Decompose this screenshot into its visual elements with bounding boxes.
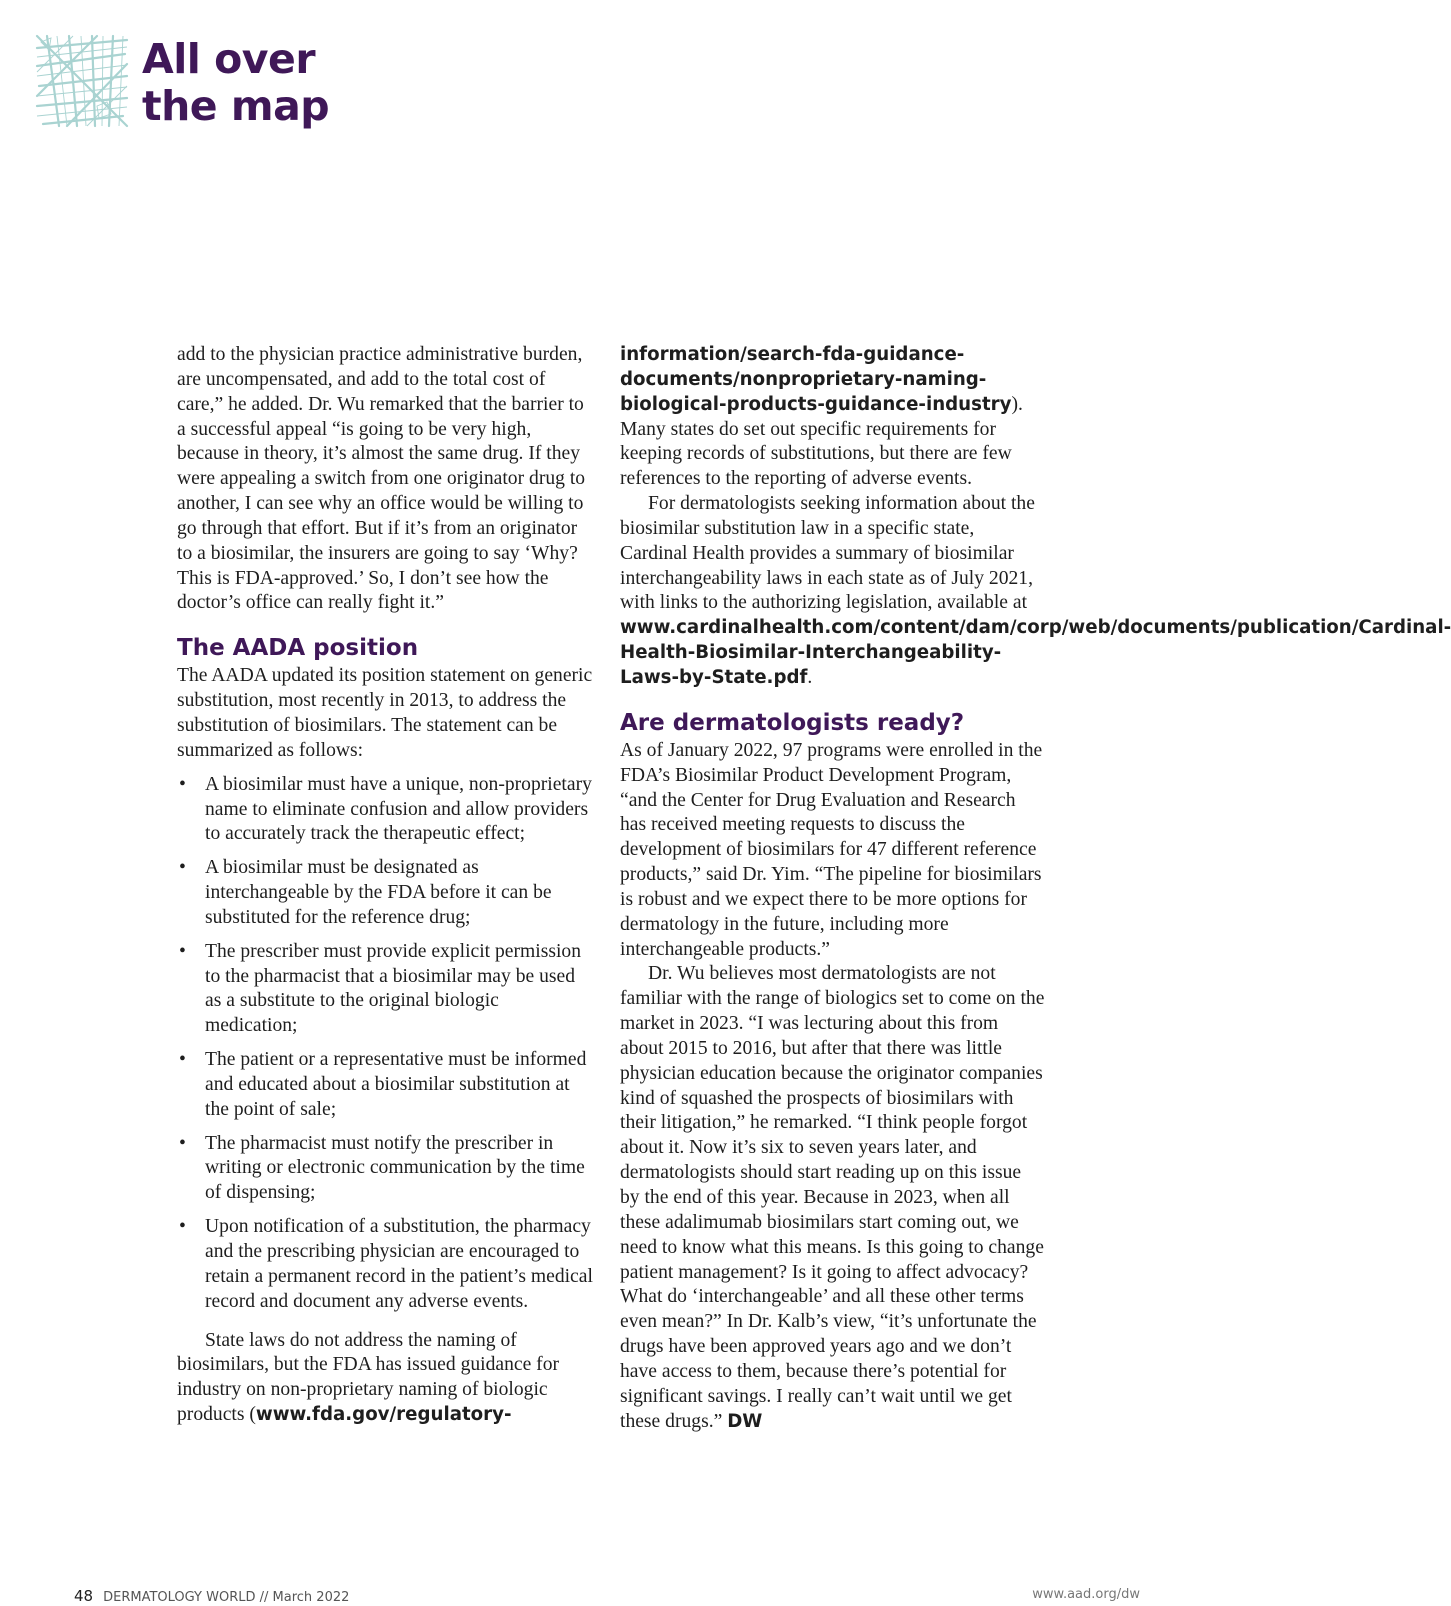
dr-wu-paragraph	[620, 962, 1045, 1434]
aada-intro-paragraph: The AADA updated its position statement on generic substitution, most recently in 2013, to address the substitution of biosimilars. The statement can be summarized as follows:	[177, 665, 593, 761]
footer-url[interactable]: www.aad.org/dw	[1032, 1587, 1140, 1602]
list-item	[177, 1048, 595, 1123]
state-laws-paragraph	[177, 1329, 595, 1428]
list-item-text: A biosimilar must be designated as interchangeable by the FDA before it can be substituted for the reference drug;	[205, 857, 552, 928]
dermatologists-ready-heading: Are dermatologists ready?	[620, 709, 965, 736]
list-item-text: The pharmacist must notify the prescriber in writing or electronic communication by the time of dispensing;	[205, 1132, 585, 1204]
bullet-marker: •	[179, 1049, 186, 1071]
bullet-marker: •	[179, 773, 186, 795]
list-item	[177, 773, 595, 848]
aada-bullet-list	[177, 773, 595, 1315]
publication-name: DERMATOLOGY WORLD // March 2022	[103, 1590, 350, 1605]
aada-position-heading: The AADA position	[177, 635, 419, 662]
cardinal-health-paragraph	[620, 492, 1451, 691]
footer-folio	[74, 1587, 349, 1605]
fda-guidance-link-start[interactable]: www.fda.gov/regulatory-	[255, 1404, 512, 1426]
section-title-line-2: the map	[142, 82, 330, 130]
list-item-text: The patient or a representative must be informed and educated about a biosimilar substitution at the point of sale;	[205, 1049, 587, 1120]
bullet-marker: •	[179, 857, 186, 879]
list-item-text: Upon notification of a substitution, the pharmacy and the prescribing physician are encouraged to retain a permanent record in the patient’s medical record and document any adverse events.	[205, 1216, 593, 1312]
list-item-text: The prescriber must provide explicit permission to the pharmacist that a biosimilar may be used as a substitute to the original biologic medication;	[205, 940, 581, 1037]
bullet-marker: •	[179, 940, 186, 962]
right-column	[620, 343, 1451, 1434]
state-laws-text: State laws do not address the naming of biosimilars, but the FDA has issued guidance for industry on non-proprietary naming of biologic products (	[177, 1329, 560, 1426]
cardinal-health-text: For dermatologists seeking information about the biosimilar substitution law in a specific state, Cardinal Health provides a summary of biosimilar interchangeability laws in each state as of July 2021, with links to the authorizing legislation, available at	[620, 493, 1035, 614]
fda-guidance-link-end[interactable]: information/search-fda-guidance-documents/nonproprietary-naming-biological-products-guidance-industry	[620, 344, 1012, 415]
article-end-mark: DW	[727, 1410, 763, 1432]
section-title-line-1: All over	[142, 35, 316, 83]
fda-program-paragraph: As of January 2022, 97 programs were enrolled in the FDA’s Biosimilar Product Development Program, “and the Center for Drug Evaluation and Research has received meeting requests to discuss the development of biosimilars for 47 different reference products,” said Dr. Yim. “The pipeline for biosimilars is robust and we expect there to be more options for dermatology in the future, including more interchangeable products.”	[620, 739, 1043, 960]
continued-paragraph: add to the physician practice administrative burden, are uncompensated, and add to the total cost of care,” he added. Dr. Wu remarked that the barrier to a successful appeal “is going to be very high, because in theory, it’s almost the same drug. If they were appealing a switch from one originator drug to another, I can see why an office would be willing to go through that effort. But if it’s from an originator to a biosimilar, the insurers are going to say ‘Why? This is FDA-approved.’ So, I don’t see how the doctor’s office can really fight it.”	[177, 344, 586, 614]
page-number: 48	[74, 1587, 94, 1605]
fda-link-paragraph	[620, 343, 1045, 492]
street-map-icon	[37, 36, 127, 126]
sentence-period: .	[807, 666, 813, 688]
list-item-text: A biosimilar must have a unique, non-proprietary name to eliminate confusion and allow providers to accurately track the therapeutic effect;	[205, 773, 592, 845]
bullet-marker: •	[179, 1132, 186, 1154]
dr-wu-text: Dr. Wu believes most dermatologists are not familiar with the range of biologics set to come on the market in 2023. “I was lecturing about this from about 2015 to 2016, but after that there was little physician education because the originator companies kind of squashed the prospects of biosimilars with their litigation,” he remarked. “I think people forgot about it. Now it’s six to seven years later, and dermatologists should start reading up on this issue by the end of this year. Because in 2023, when all these adalimumab biosimilars start coming out, we need to know what this means. Is this going to change patient management? Is it going to affect advocacy? What do ‘interchangeable’ and all these other terms even mean?” In Dr. Kalb’s view, “it’s unfortunate the drugs have been approved years ago and we don’t have access to them, because there’s potential for significant savings. I really can’t wait until we get these drugs.”	[620, 963, 1045, 1432]
left-column	[177, 343, 595, 1428]
list-item	[177, 1215, 595, 1314]
records-text: ). Many states do set out specific requirements for keeping records of substitutions, but there are few references to the reporting of adverse events.	[620, 393, 1023, 490]
list-item	[177, 1132, 595, 1207]
bullet-marker: •	[179, 1216, 186, 1238]
list-item	[177, 856, 595, 931]
list-item	[177, 940, 595, 1039]
cardinal-health-link[interactable]: www.cardinalhealth.com/content/dam/corp/web/documents/publication/Cardinal-Health-Biosimilar-Interchangeability-Laws-by-State.pdf	[620, 617, 1451, 688]
section-title	[142, 36, 329, 130]
